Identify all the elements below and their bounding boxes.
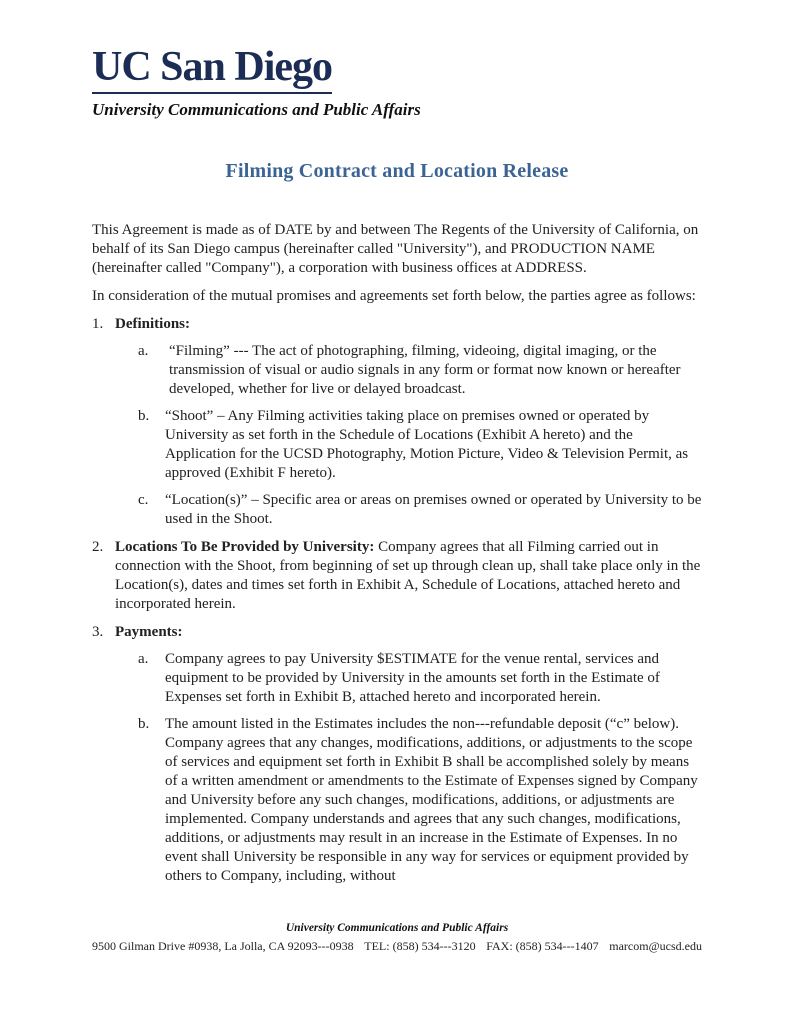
payment-item-deposit (138, 715, 702, 886)
section-definitions (92, 315, 702, 334)
section-number: 1. (92, 316, 104, 332)
footer-email: marcom@ucsd.edu (609, 939, 702, 953)
subitem-text: “Filming” --- The act of photographing, filming, videoing, digital imaging, or the transmission of visual or audio signals in any form or format now known or hereafter developed, whether for live or delayed broadcast. (169, 343, 681, 397)
section-number: 3. (92, 624, 104, 640)
definition-item-filming (138, 342, 702, 399)
consideration-paragraph: In consideration of the mutual promises and agreements set forth below, the parties agree as follows: (92, 288, 696, 304)
document-header (92, 46, 702, 120)
ucsd-logo: UC San Diego (92, 46, 332, 94)
definition-item-locations (138, 491, 702, 529)
section-heading: Payments: (115, 624, 183, 640)
document-title: Filming Contract and Location Release (225, 160, 569, 182)
footer-contact-line (92, 939, 702, 954)
document-body (92, 221, 702, 886)
subitem-letter: b. (138, 408, 150, 424)
section-text: Company agrees that all Filming carried out in connection with the Shoot, from beginning of set up through clean up, shall take place only in the Location(s), dates and times set forth in Exhibit A, Schedule of Locations, attached hereto and incorporated herein. (115, 539, 701, 612)
subitem-text: “Location(s)” – Specific area or areas on premises owned or operated by University to be used in the Shoot. (165, 492, 702, 527)
subitem-letter: c. (138, 492, 149, 508)
definition-item-shoot (138, 407, 702, 483)
document-footer (92, 922, 702, 954)
section-locations (92, 538, 702, 614)
subitem-letter: b. (138, 716, 150, 732)
section-payments (92, 623, 702, 642)
subitem-text: Company agrees to pay University $ESTIMATE for the venue rental, services and equipment to be provided by University in the amounts set forth in the Estimate of Expenses set forth in Exhibit B, attached hereto and incorporated herein. (165, 651, 660, 705)
subitem-text: “Shoot” – Any Filming activities taking place on premises owned or operated by University as set forth in the Schedule of Locations (Exhibit A hereto) and the Application for the UCSD Photography, Motion Picture, Video & Television Permit, as approved (Exhibit F hereto). (165, 408, 689, 481)
footer-phone: TEL: (858) 534---3120 (364, 939, 476, 953)
logo-subtitle: University Communications and Public Affairs (92, 100, 421, 119)
footer-address: 9500 Gilman Drive #0938, La Jolla, CA 92093---0938 (92, 939, 354, 953)
section-heading: Locations To Be Provided by University: (115, 539, 379, 555)
payment-item-estimate (138, 650, 702, 707)
subitem-text: The amount listed in the Estimates includes the non---refundable deposit (“c” below). Company agrees that any changes, modifications, additions, or adjustments to the scope of services and equipment set forth in Exhibit B shall be accomplished solely by means of a written amendment or amendments to the Estimate of Expenses signed by Company and University before any such changes, modifications, additions, or adjustments are implemented. Company understands and agrees that any such changes, modifications, additions, or adjustments may result in an increase in the Estimate of Expenses. In no event shall University be responsible in any way for services or equipment provided by others to Company, including, without (165, 716, 698, 884)
intro-paragraph: This Agreement is made as of DATE by and between The Regents of the University of California, on behalf of its San Diego campus (hereinafter called "University"), and PRODUCTION NAME (hereinafter called "Company"), a corporation with business offices at ADDRESS. (92, 222, 699, 276)
footer-org-name: University Communications and Public Affairs (285, 922, 509, 934)
footer-fax: FAX: (858) 534---1407 (486, 939, 599, 953)
section-heading: Definitions: (115, 316, 190, 332)
subitem-letter: a. (138, 651, 149, 667)
subitem-letter: a. (138, 343, 149, 359)
section-number: 2. (92, 539, 104, 555)
